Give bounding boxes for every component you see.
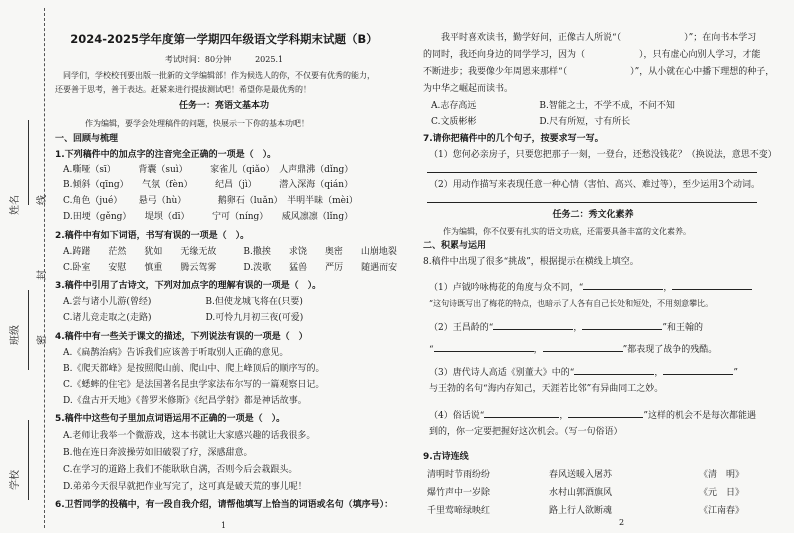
q9-row-3 bbox=[427, 506, 744, 517]
task-1-heading: 任务一：亮语文基本功 bbox=[178, 101, 269, 111]
q2-options-ab: A.踌躇 茫然 犹如 无缘无故 B.撒挨 求饶 奥密 山崩地裂 bbox=[63, 247, 397, 257]
q7-stem: 7.请你把稿件中的几个句子，按要求写一写。 bbox=[423, 134, 604, 144]
q7-answer-line-1[interactable] bbox=[427, 172, 757, 173]
seal-label-seal: 封 bbox=[37, 270, 48, 280]
q9-poem-title: 《元 日》 bbox=[699, 488, 745, 498]
q8-item-4-blank-1[interactable] bbox=[484, 408, 559, 418]
q8-item-2-tail: ”都表现了战争的残酷。 bbox=[622, 345, 718, 355]
q5-option-c: C.在学习的道路上我们不能耿耿自满，否则今后会栽跟头。 bbox=[63, 465, 298, 475]
q9-poem-line: 千里莺啼绿映红 bbox=[427, 506, 491, 516]
q8-item-3-tail: 与王勃的名句“海内存知己，天涯若比邻”有异曲同工之妙。 bbox=[429, 384, 664, 394]
q9-poem-title: 《清 明》 bbox=[699, 470, 745, 480]
seal-label-secret: 密 bbox=[37, 335, 48, 345]
q8-item-2: （2）王昌龄的“ ， ”和王翰的 bbox=[429, 320, 703, 334]
q4-stem: 4.稿件中有一些关于课文的描述，下列说法有误的一项是（ ） bbox=[55, 332, 308, 342]
q5-option-d: D.弟弟今天很早就把作业写完了，这可真是破天荒的事儿呢！ bbox=[63, 482, 307, 492]
q8-item-2-blank-1[interactable] bbox=[493, 320, 573, 330]
q8-item-1-tail: ”这句诗既写出了梅花的特点，也暗示了人各有自己长处和短处，不用刻意攀比。 bbox=[429, 299, 714, 308]
q8-item-1-blank-2[interactable] bbox=[672, 280, 752, 290]
q8-item-2-blank-2[interactable] bbox=[582, 320, 662, 330]
q6-passage-line-1: 我平时喜欢读书，勤学好问，正像古人所说“（ ）”；在向书本学习 bbox=[423, 33, 757, 43]
q7-answer-line-2[interactable] bbox=[427, 202, 757, 203]
q8-item-4-blank-2[interactable] bbox=[568, 408, 643, 418]
task-2-heading: 任务二：秀文化素养 bbox=[552, 210, 634, 220]
q6-passage-line-3: 不断进步；我要像少年周恩来那样“（ ）”，从小就在心中播下理想的种子， bbox=[423, 67, 775, 77]
q8-item-2-line-2: “ ， ”都表现了战争的残酷。 bbox=[429, 342, 717, 356]
q2-options-cd: C.卧室 安慰 慎重 腾云驾雾 D.泼歌 猛兽 严厉 随遇而安 bbox=[63, 263, 398, 273]
section-2-heading: 二、积累与运用 bbox=[423, 241, 487, 251]
task-1-subtitle: 作为编辑，要学会处理稿件的问题，快展示一下你的基本功吧！ bbox=[85, 119, 309, 128]
binding-margin bbox=[0, 0, 52, 533]
q4-option-d: D.《盘古开天地》《普罗米修斯》《纪昌学射》都是神话故事。 bbox=[63, 396, 307, 406]
task-2-subtitle: 作为编辑，你不仅要有扎实的语文功底，还需要具备丰富的文化素养。 bbox=[443, 227, 691, 236]
q8-item-1-blank-1[interactable] bbox=[583, 280, 663, 290]
q8-item-1: （1）卢钺吟咏梅花的角度与众不同，“ ， bbox=[429, 280, 752, 294]
q1-option-c: C.角色（jué） 悬弓（hù） 鹅卵石（luǎn） 半明半昧（mèi） bbox=[63, 196, 358, 206]
q1-option-d: D.田埂（gěng） 堤坝（dī） 宁可（níng） 威风凛凛（lǐng） bbox=[63, 212, 354, 222]
q1-stem: 1.下列稿件中的加点字的注音完全正确的一项是（ ）。 bbox=[55, 150, 277, 160]
section-1-heading: 一、回顾与梳理 bbox=[55, 134, 119, 144]
q5-stem: 5.稿件中这些句子里加点词语运用不正确的一项是（ ）。 bbox=[55, 414, 286, 424]
q9-poem-line: 爆竹声中一岁除 bbox=[427, 488, 491, 498]
q3-stem: 3.稿件中引用了古诗文，下列对加点字的理解有误的一项是（ ）。 bbox=[55, 281, 322, 291]
q9-stem: 9.古诗连线 bbox=[423, 452, 469, 462]
q2-stem: 2.稿件中有如下词语，书写有误的一项是（ ）。 bbox=[55, 231, 250, 241]
q6-passage-line-2: 的同时，我还向身边的同学学习，因为（ ），只有虚心向别人学习，才能 bbox=[423, 50, 761, 60]
q4-option-c: C.《蟋蟀的住宅》是法国著名昆虫学家法布尔写的一篇观察日记。 bbox=[63, 380, 325, 390]
q8-item-4-tail: 到的，你一定要把握好这次机会。（写一句俗语） bbox=[429, 427, 623, 437]
q1-option-b: B.倾斜（qīng） 气氛（fèn） 纪昌（jì） 潜入深海（qián） bbox=[63, 180, 354, 190]
class-line bbox=[28, 290, 29, 370]
q3-options-cd: C.诸儿竞走取之(走路) D.可怜九月初三夜(可爱) bbox=[63, 313, 304, 323]
q8-item-3: （3）唐代诗人高适《别董大》中的“ ， ” bbox=[429, 365, 738, 379]
q8-item-2-prefix: （2）王昌龄的“ bbox=[429, 323, 494, 333]
q6-options-cd: C.文质彬彬 D.尺有所短，寸有所长 bbox=[431, 117, 631, 127]
school-line bbox=[28, 420, 29, 500]
q6-stem: 6.卫哲同学的投稿中，有一段自我介绍，请帮他填写上恰当的词语或名句（填序号）： bbox=[55, 500, 394, 510]
q8-item-2-blank-3[interactable] bbox=[434, 342, 534, 352]
q9-poem-title: 《江南春》 bbox=[699, 506, 745, 516]
q9-match-line: 水村山郭酒旗风 bbox=[549, 488, 613, 498]
q1-option-a: A.嘶哑（sī） 背囊（suì） 家雀儿（qiǎo） 人声鼎沸（dǐng） bbox=[63, 165, 354, 175]
exam-title: 2024-2025学年度第一学期四年级语文学科期末试题（B） bbox=[70, 32, 378, 46]
q8-item-2-mid: ”和王翰的 bbox=[662, 323, 703, 333]
q8-item-3-prefix: （3）唐代诗人高适《别董大》中的“ bbox=[429, 368, 575, 378]
class-label: 班级 bbox=[10, 325, 21, 345]
seal-label-line: 线 bbox=[37, 195, 48, 205]
school-label: 学校 bbox=[10, 470, 21, 490]
q8-item-4: （4）俗话说“ ， ”这样的机会不是每次都能遇 bbox=[429, 408, 756, 422]
q8-item-1-prefix: （1）卢钺吟咏梅花的角度与众不同，“ bbox=[429, 283, 584, 293]
page-number-2: 2 bbox=[619, 518, 625, 527]
q9-row-1 bbox=[427, 470, 744, 481]
name-line bbox=[28, 120, 29, 205]
intro-line-2: 还要善于思考，善于表达。赶紧来进行提拔测试吧！希望你是最优秀的！ bbox=[55, 85, 311, 94]
q6-passage-line-4: 为中华之崛起而读书。 bbox=[423, 84, 514, 94]
q8-item-4-prefix: （4）俗话说“ bbox=[429, 411, 485, 421]
q9-poem-line: 清明时节雨纷纷 bbox=[427, 470, 491, 480]
q8-item-3-blank-2[interactable] bbox=[663, 365, 733, 375]
q7-item-1: （1）您何必亲房子，只要您把那子一刻，一登台，还愁没钱花？（换说法，意思不变） bbox=[429, 150, 777, 160]
page-number-1: 1 bbox=[221, 521, 227, 530]
q5-option-b: B.他在连日奔波操劳如旧破裂了疗，深感甜意。 bbox=[63, 448, 253, 458]
q8-item-2-blank-4[interactable] bbox=[543, 342, 623, 352]
q4-option-b: B.《爬天都峰》是按照爬山前、爬山中、爬上峰顶后的顺序写的。 bbox=[63, 364, 325, 374]
q8-item-4-mid: ”这样的机会不是每次都能遇 bbox=[643, 411, 756, 421]
q9-match-line: 春风送暖入屠苏 bbox=[549, 470, 613, 480]
q8-item-3-blank-1[interactable] bbox=[574, 365, 654, 375]
q7-item-2: （2）用动作描写来表现任意一种心情（害怕、高兴、难过等），至少运用3个动词。 bbox=[429, 180, 760, 190]
q3-options-ab: A.尝与诸小儿游(曾经) B.但使龙城飞将在(只要) bbox=[63, 297, 303, 307]
q8-item-3-quote-end: ” bbox=[733, 368, 738, 378]
name-label: 姓名 bbox=[10, 195, 21, 215]
intro-line-1: 同学们，学校校刊要出版一批新的文学编辑部！作为候选人的你，不仅要有优秀的能力， bbox=[63, 71, 375, 80]
q6-options-ab: A.志存高远 B.智能之士，不学不成，不问不知 bbox=[431, 101, 675, 111]
exam-meta: 考试时间：80分钟 2025.1 bbox=[164, 55, 284, 64]
seal-dashed-line bbox=[44, 8, 45, 528]
q4-option-a: A.《扁鹊治病》告诉我们应该善于听取别人正确的意见。 bbox=[63, 348, 289, 358]
q8-stem: 8.稿件中出现了很多“挑战”，根据提示在横线上填空。 bbox=[423, 257, 639, 267]
q9-row-2 bbox=[427, 488, 744, 499]
q5-option-a: A.老师让我举一个微游戏，这本书就让大家感兴趣的话我很多。 bbox=[63, 431, 316, 441]
q9-match-line: 路上行人欲断魂 bbox=[549, 506, 613, 516]
